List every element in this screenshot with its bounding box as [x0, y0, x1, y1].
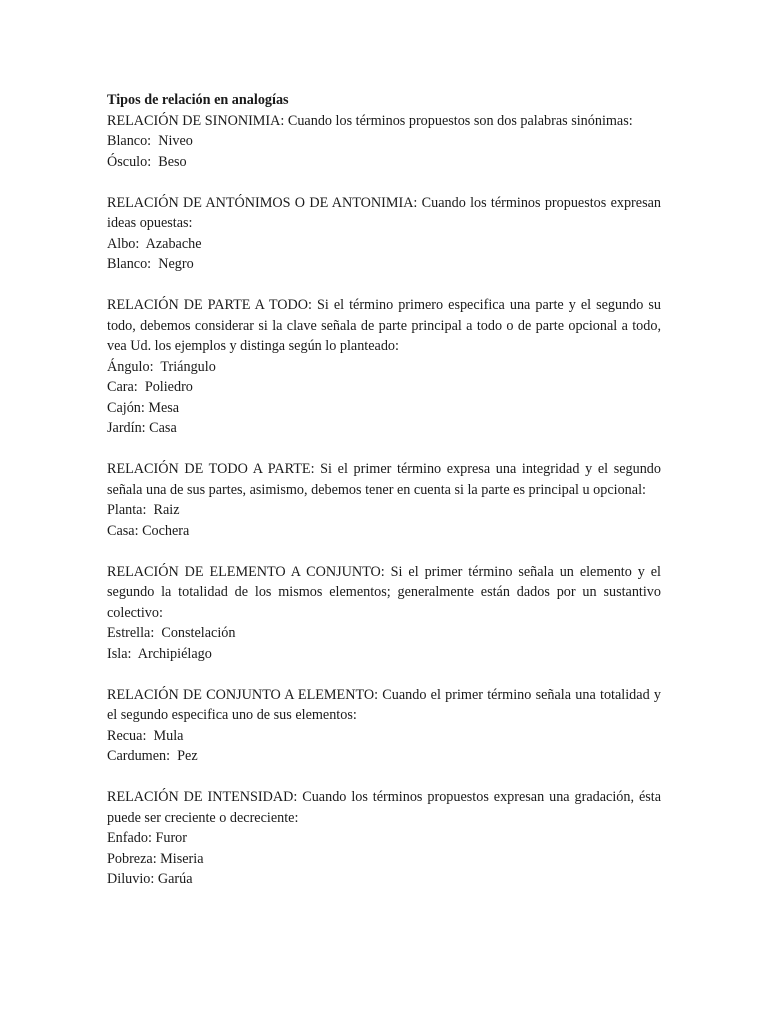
example-list: [107, 828, 661, 890]
sections-container: [107, 111, 661, 890]
example-pair: Planta: Raiz: [107, 502, 180, 518]
example-list: [107, 726, 661, 767]
relation-description: RELACIÓN DE INTENSIDAD: Cuando los términos propuestos expresan una gradación, ésta puede ser creciente o decreciente:: [107, 789, 661, 826]
example-pair: Cara: Poliedro: [107, 379, 193, 395]
example-pair: Isla: Archipiélago: [107, 645, 212, 662]
relation-section: [107, 459, 661, 541]
relation-description: RELACIÓN DE ANTÓNIMOS O DE ANTONIMIA: Cuando los términos propuestos expresan ideas opuestas:: [107, 194, 661, 231]
document-title: Tipos de relación en analogías: [107, 92, 289, 108]
example-list: [107, 357, 661, 439]
example-list: [107, 500, 661, 541]
example-list: [107, 234, 661, 275]
example-pair: Diluvio: Garúa: [107, 871, 193, 887]
relation-description: RELACIÓN DE PARTE A TODO: Si el término primero especifica una parte y el segundo su todo, debemos considerar si la clave señala de parte principal a todo o de parte opcional a todo, vea Ud. los ejemplos y distinga según lo planteado:: [107, 297, 661, 354]
relation-section: [107, 295, 661, 439]
example-pair: Jardín: Casa: [107, 420, 177, 436]
relation-section: [107, 787, 661, 890]
document-page: [107, 90, 661, 910]
example-pair: Blanco: Negro: [107, 256, 194, 272]
example-list: [107, 623, 661, 664]
relation-description: RELACIÓN DE SINONIMIA: Cuando los términos propuestos son dos palabras sinónimas:: [107, 112, 633, 129]
example-pair: Cardumen: Pez: [107, 748, 198, 764]
example-pair: Casa: Cochera: [107, 522, 190, 539]
relation-section: [107, 685, 661, 767]
example-pair: Albo: Azabache: [107, 235, 202, 252]
relation-section: [107, 562, 661, 665]
relation-section: [107, 193, 661, 275]
example-pair: Blanco: Niveo: [107, 133, 193, 149]
relation-description: RELACIÓN DE TODO A PARTE: Si el primer término expresa una integridad y el segundo señala una de sus partes, asimismo, debemos tener en cuenta si la parte es principal u opcional:: [107, 461, 661, 498]
relation-description: RELACIÓN DE ELEMENTO A CONJUNTO: Si el primer término señala un elemento y el segundo la totalidad de los mismos elementos; generalmente están dados por un sustantivo colectivo:: [107, 563, 661, 621]
example-pair: Pobreza: Miseria: [107, 850, 204, 867]
relation-description: RELACIÓN DE CONJUNTO A ELEMENTO: Cuando el primer término señala una totalidad y el segundo especifica uno de sus elementos:: [107, 686, 661, 723]
example-pair: Cajón: Mesa: [107, 399, 180, 416]
example-pair: Enfado: Furor: [107, 830, 187, 846]
relation-section: [107, 111, 661, 173]
example-list: [107, 131, 661, 172]
example-pair: Recua: Mula: [107, 727, 184, 744]
example-pair: Estrella: Constelación: [107, 625, 236, 641]
example-pair: Ósculo: Beso: [107, 153, 187, 170]
example-pair: Ángulo: Triángulo: [107, 358, 216, 375]
